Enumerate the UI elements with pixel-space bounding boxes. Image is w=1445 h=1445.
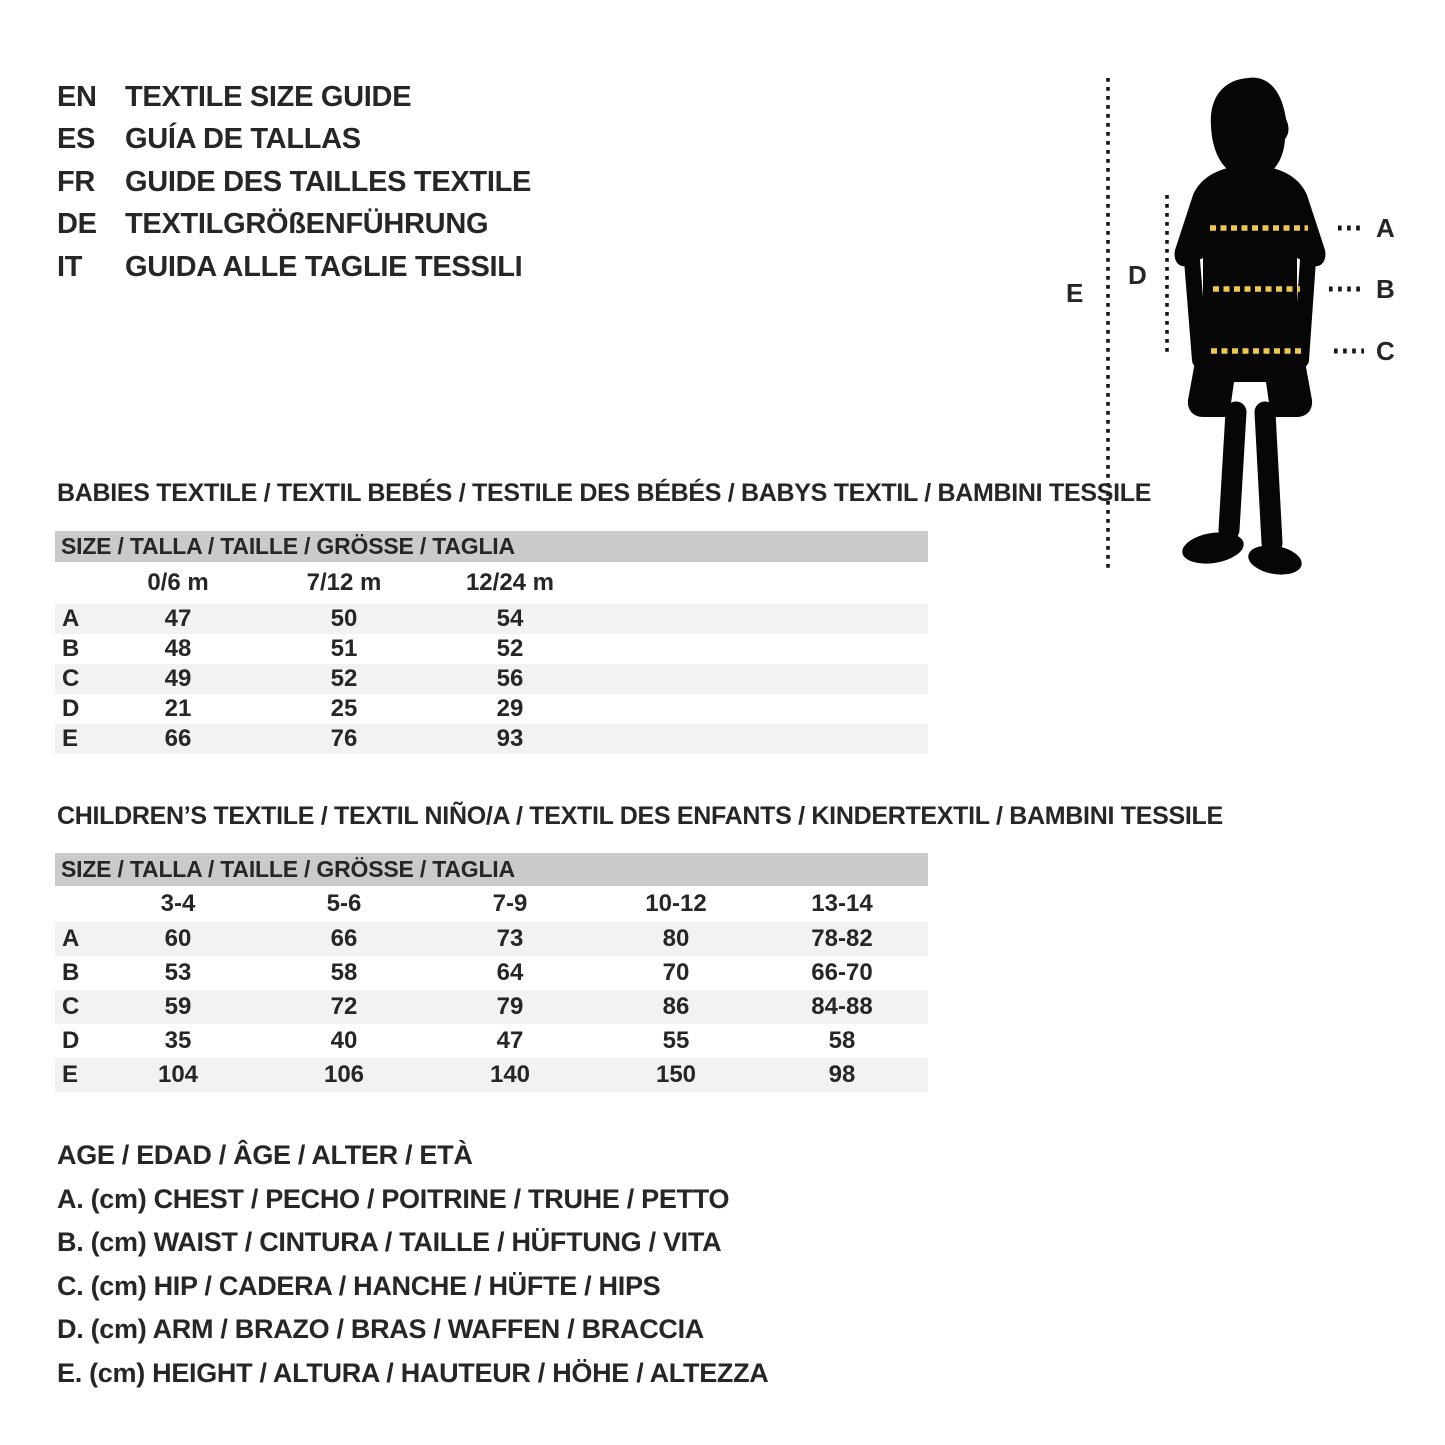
lang-title-fr: GUIDE DES TAILLES TEXTILE xyxy=(125,165,532,198)
babies-table-row-b: B 48 51 52 xyxy=(55,634,928,664)
measurement-figure xyxy=(1050,60,1445,600)
silhouette-right-leg xyxy=(1265,412,1272,543)
lang-title-en: TEXTILE SIZE GUIDE xyxy=(125,80,412,113)
children-col-3-4: 3-4 xyxy=(160,890,196,917)
babies-col-7-12m: 7/12 m xyxy=(306,569,382,596)
children-section-title: CHILDREN’S TEXTILE / TEXTIL NIÑO/A / TEXTIL DES ENFANTS / KINDERTEXTIL / BAMBINI TESSILE xyxy=(57,802,1223,830)
lang-title-de: TEXTILGRÖßENFÜHRUNG xyxy=(125,208,489,241)
children-table-row-e: E 104 106 140 150 98 xyxy=(55,1058,928,1092)
lang-row-de xyxy=(57,204,531,247)
row-label: C xyxy=(62,665,80,692)
babies-column-header-row xyxy=(55,562,928,604)
lang-title-it: GUIDA ALLE TAGLIE TESSILI xyxy=(125,250,523,283)
children-col-5-6: 5-6 xyxy=(326,890,362,917)
legend-height: E. (cm) HEIGHT / ALTURA / HAUTEUR / HÖHE / ALTEZZA xyxy=(57,1357,769,1388)
lang-row-fr xyxy=(57,161,531,204)
children-table-row-a: A 60 66 73 80 78-82 xyxy=(55,922,928,956)
babies-section-title: BABIES TEXTILE / TEXTIL BEBÉS / TESTILE DES BÉBÉS / BABYS TEXTIL / BAMBINI TESSILE xyxy=(57,479,1152,507)
silhouette-left-leg xyxy=(1229,412,1236,530)
measure-label-c: C xyxy=(1376,336,1395,366)
measure-label-a: A xyxy=(1376,213,1395,243)
measure-label-d: D xyxy=(1128,260,1147,290)
legend-age: AGE / EDAD / ÂGE / ALTER / ETÀ xyxy=(57,1140,473,1170)
legend-chest: A. (cm) CHEST / PECHO / POITRINE / TRUHE / PETTO xyxy=(57,1183,730,1214)
children-column-header-row xyxy=(55,886,928,922)
measurement-legend xyxy=(57,1134,768,1395)
babies-table-row-a: A 47 50 54 xyxy=(55,604,928,634)
babies-table-row-d: D 21 25 29 xyxy=(55,694,928,724)
babies-size-header-bar xyxy=(55,531,928,562)
lang-code-fr: FR xyxy=(57,165,96,198)
babies-col-0-6m: 0/6 m xyxy=(147,569,209,596)
silhouette-right-shoe xyxy=(1246,542,1304,579)
children-col-10-12: 10-12 xyxy=(645,890,707,917)
row-label: C xyxy=(62,993,80,1020)
silhouette-shorts xyxy=(1188,318,1312,417)
lang-code-it: IT xyxy=(57,250,83,283)
row-label: B xyxy=(62,635,80,662)
row-label: E xyxy=(62,1061,79,1088)
children-table-row-b: B 53 58 64 70 66-70 xyxy=(55,956,928,990)
silhouette-right-arm xyxy=(1301,260,1308,360)
legend-hip: C. (cm) HIP / CADERA / HANCHE / HÜFTE / HIPS xyxy=(57,1270,661,1301)
lang-code-es: ES xyxy=(57,123,96,156)
lang-row-es xyxy=(57,119,531,162)
babies-table-row-e: E 66 76 93 xyxy=(55,724,928,754)
lang-title-es: GUÍA DE TALLAS xyxy=(125,123,361,156)
lang-code-de: DE xyxy=(57,208,97,241)
measure-label-b: B xyxy=(1376,274,1395,304)
children-size-header-label: SIZE / TALLA / TAILLE / GRÖSSE / TAGLIA xyxy=(61,856,515,882)
babies-col-12-24m: 12/24 m xyxy=(465,569,555,596)
legend-waist: B. (cm) WAIST / CINTURA / TAILLE / HÜFTUNG / VITA xyxy=(57,1227,722,1257)
children-size-header-bar xyxy=(55,853,928,886)
children-table-row-d: D 35 40 47 55 58 xyxy=(55,1024,928,1058)
children-col-13-14: 13-14 xyxy=(811,890,873,917)
row-label: D xyxy=(62,695,80,722)
babies-size-header-label: SIZE / TALLA / TAILLE / GRÖSSE / TAGLIA xyxy=(61,533,515,559)
silhouette-head xyxy=(1211,78,1289,178)
row-label: A xyxy=(62,925,80,952)
language-title-block xyxy=(57,76,531,289)
row-label: D xyxy=(62,1027,80,1054)
children-size-table xyxy=(55,853,928,1092)
lang-row-en xyxy=(57,76,531,119)
legend-arm: D. (cm) ARM / BRAZO / BRAS / WAFFEN / BRACCIA xyxy=(57,1314,704,1344)
babies-size-table xyxy=(55,531,928,754)
row-label: B xyxy=(62,959,80,986)
children-table-row-c: C 59 72 79 86 84-88 xyxy=(55,990,928,1024)
children-col-7-9: 7-9 xyxy=(492,890,528,917)
child-silhouette xyxy=(1175,78,1326,579)
measure-label-e: E xyxy=(1066,278,1084,308)
row-label: E xyxy=(62,725,79,752)
babies-table-row-c: C 49 52 56 xyxy=(55,664,928,694)
lang-row-it xyxy=(57,246,531,289)
row-label: A xyxy=(62,605,80,632)
lang-code-en: EN xyxy=(57,80,97,113)
